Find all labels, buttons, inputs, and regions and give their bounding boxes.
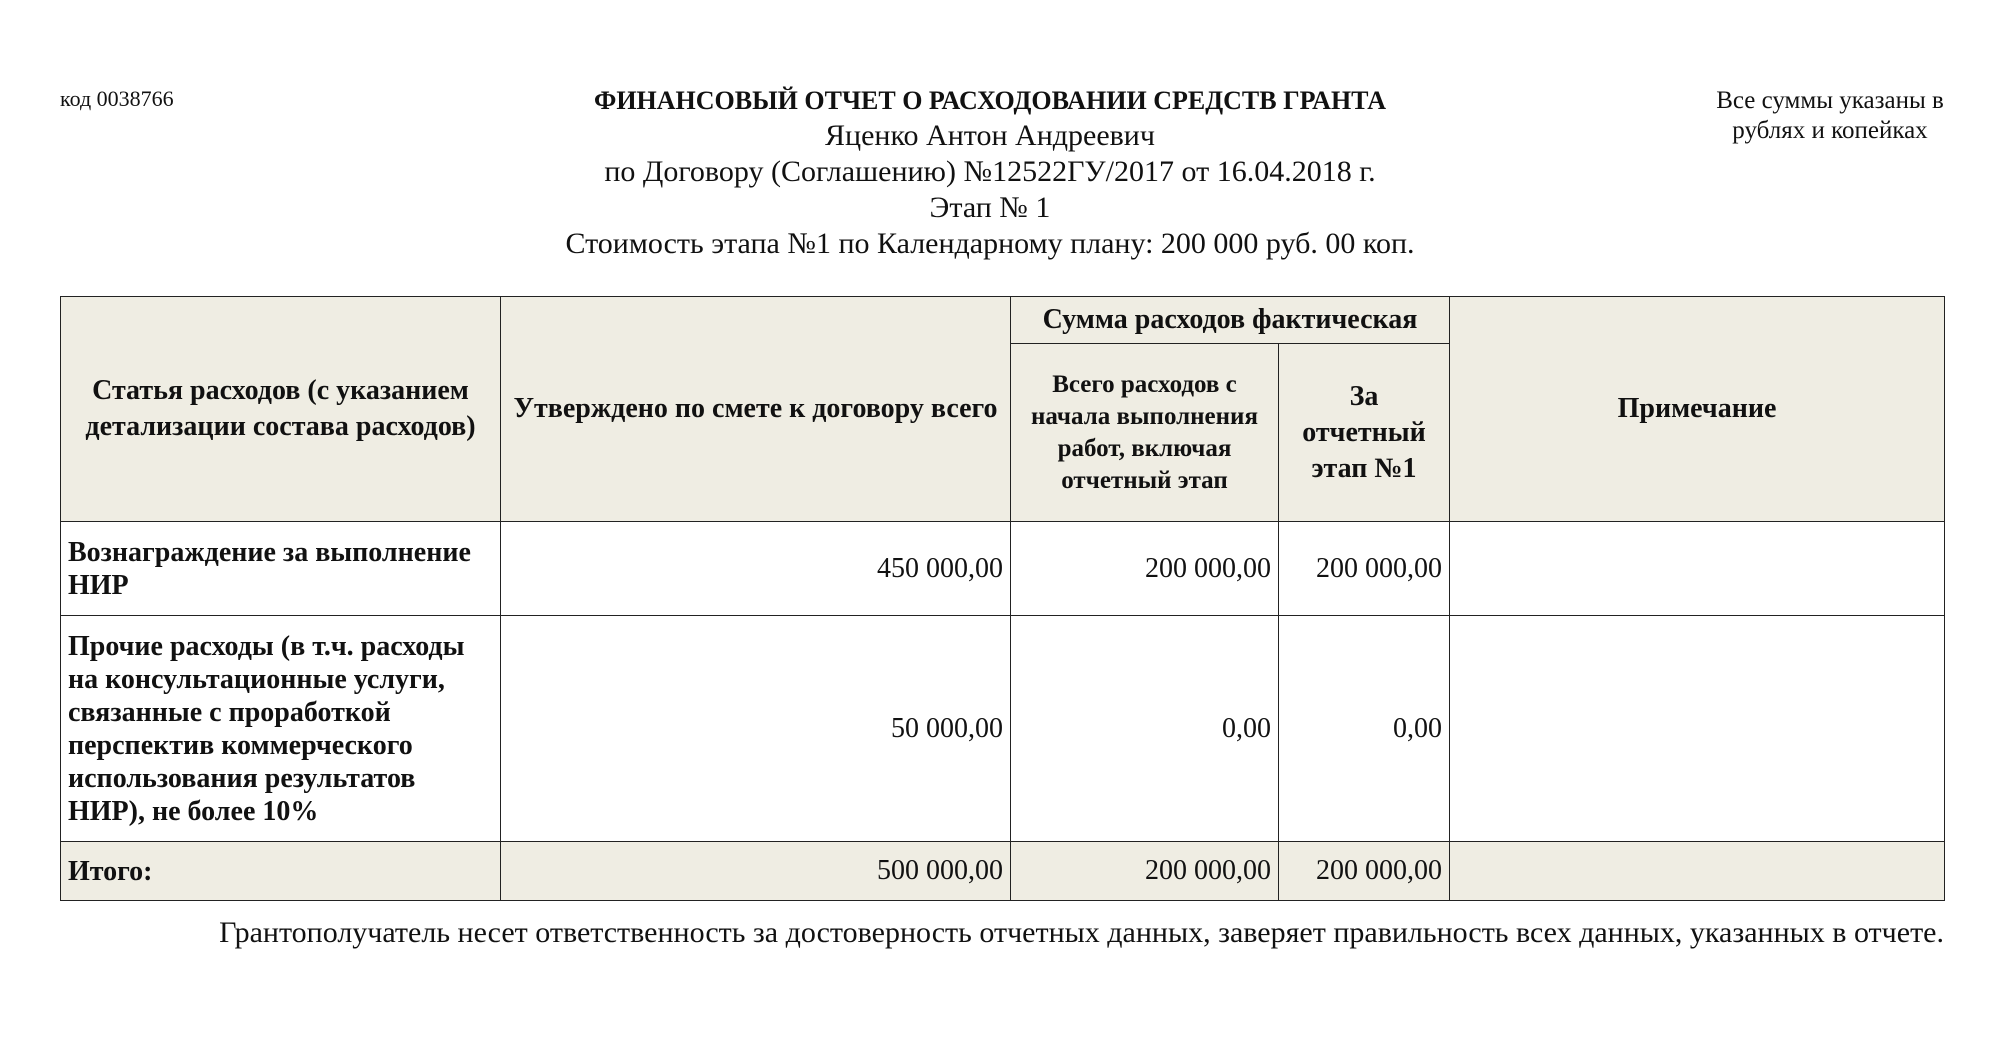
total-approved: 500 000,00 (501, 842, 1011, 901)
table-row (61, 522, 1945, 616)
header-total-since-start: Всего расходов с начала выполнения работ, включая отчетный этап (1011, 344, 1279, 522)
row-note (1450, 616, 1945, 842)
row-article: Прочие расходы (в т.ч. расходы на консультационные услуги, связанные с проработкой перспектив коммерческого использования результатов НИР), не более 10% (61, 616, 501, 842)
row-article: Вознаграждение за выполнение НИР (61, 522, 501, 616)
stage-number: Этап № 1 (929, 191, 1051, 224)
row-total-since-start: 200 000,00 (1011, 522, 1279, 616)
currency-note: Все суммы указаны в рублях и копейках (1716, 87, 1944, 144)
responsibility-statement: Грантополучатель несет ответственность за достоверность отчетных данных, заверяет правильность всех данных, указанных в отчете. (219, 916, 1944, 949)
contract-info: по Договору (Соглашению) №12522ГУ/2017 от 16.04.2018 г. (604, 155, 1376, 188)
report-title: ФИНАНСОВЫЙ ОТЧЕТ О РАСХОДОВАНИИ СРЕДСТВ ГРАНТА (594, 86, 1386, 115)
document-code: код 0038766 (60, 86, 174, 111)
recipient-name: Яценко Антон Андреевич (825, 119, 1155, 152)
expense-table (60, 296, 1945, 901)
row-note (1450, 522, 1945, 616)
header-for-stage: За отчетный этап №1 (1279, 344, 1450, 522)
row-for-stage: 0,00 (1279, 616, 1450, 842)
stage-cost: Стоимость этапа №1 по Календарному плану: 200 000 руб. 00 коп. (565, 227, 1415, 260)
total-since-start: 200 000,00 (1011, 842, 1279, 901)
header-approved: Утверждено по смете к договору всего (501, 297, 1011, 522)
total-row (61, 842, 1945, 901)
header-note: Примечание (1450, 297, 1945, 522)
total-for-stage: 200 000,00 (1279, 842, 1450, 901)
total-note (1450, 842, 1945, 901)
row-for-stage: 200 000,00 (1279, 522, 1450, 616)
row-approved: 50 000,00 (501, 616, 1011, 842)
report-header (560, 84, 1420, 262)
row-total-since-start: 0,00 (1011, 616, 1279, 842)
total-label: Итого: (61, 842, 501, 901)
row-approved: 450 000,00 (501, 522, 1011, 616)
header-actual: Сумма расходов фактическая (1011, 297, 1450, 344)
table-row (61, 616, 1945, 842)
header-article: Статья расходов (с указанием детализации состава расходов) (61, 297, 501, 522)
